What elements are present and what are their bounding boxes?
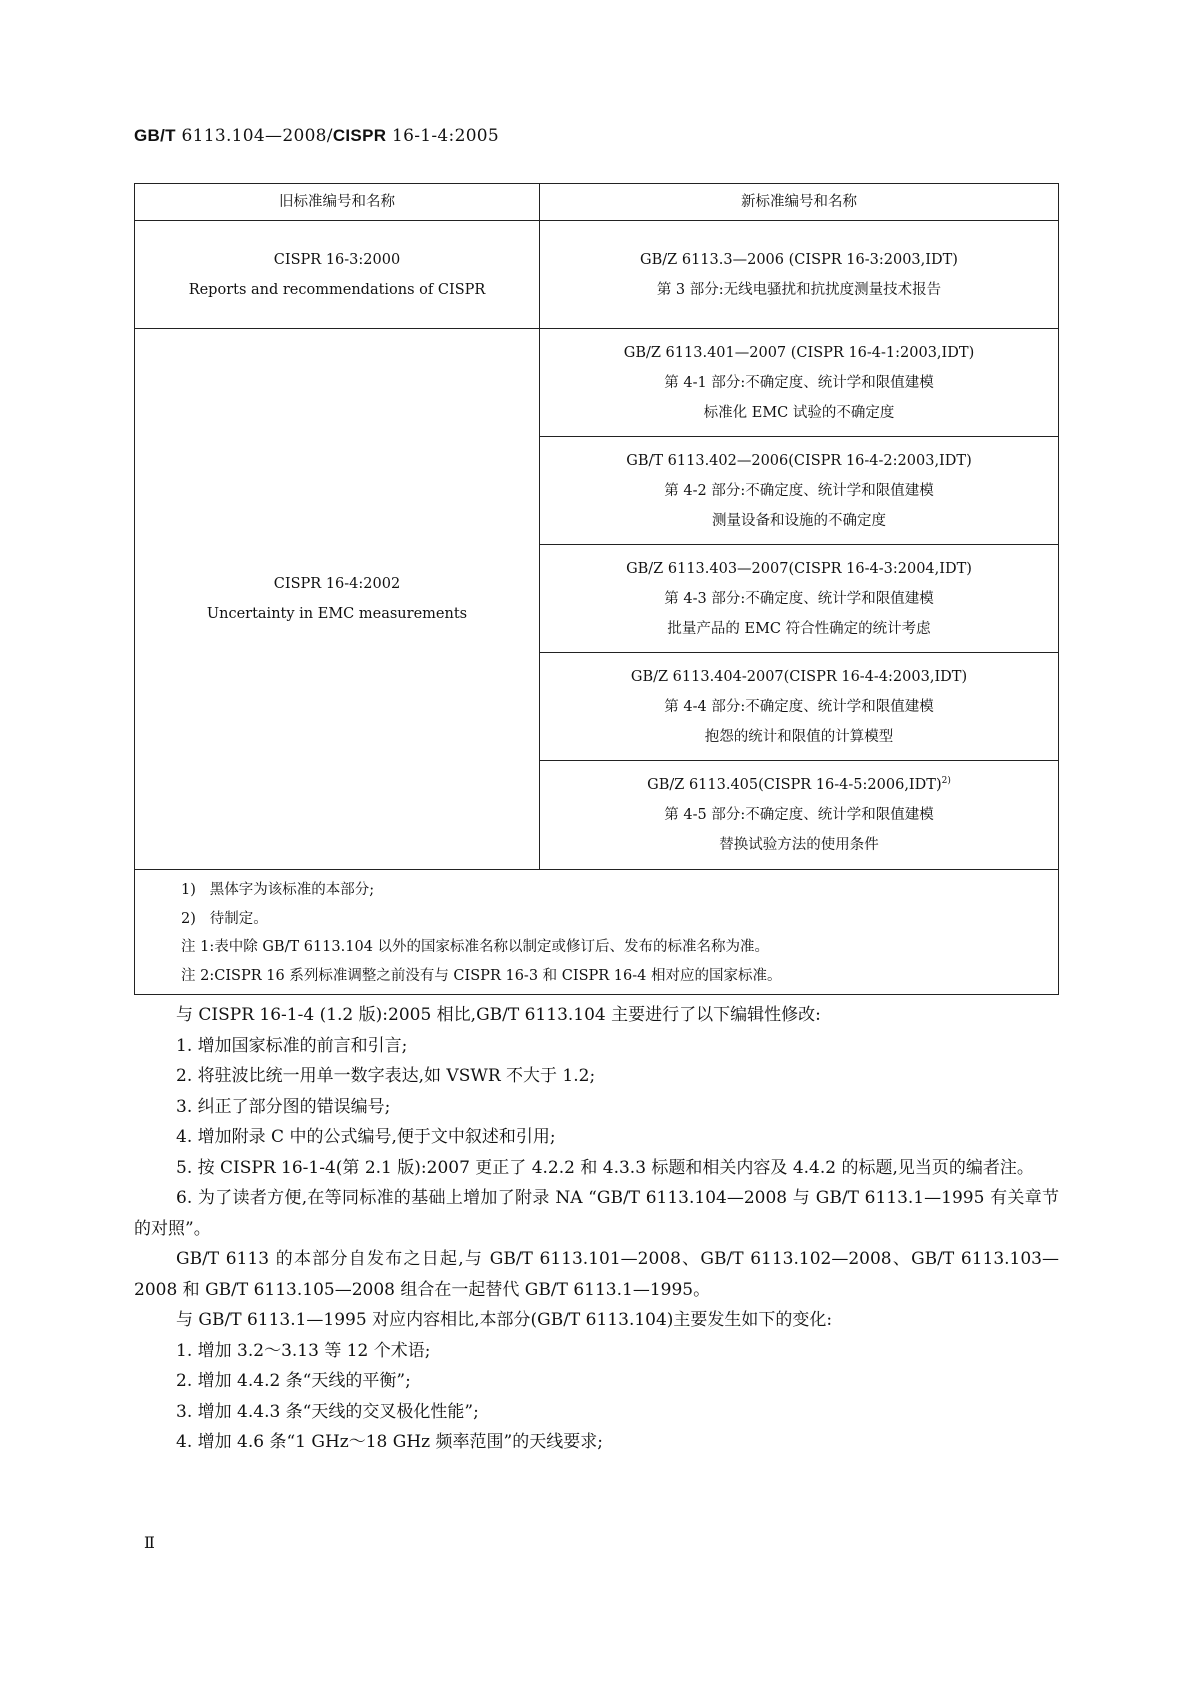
paragraph: 2. 将驻波比统一用单一数字表达,如 VSWR 不大于 1.2; (176, 1066, 596, 1086)
header-code-bold-1: GB/T (134, 126, 176, 145)
new-standard-code: GB/Z 6113.404-2007(CISPR 16-4-4:2003,IDT) (630, 668, 968, 685)
paragraph: 2. 增加 4.4.2 条“天线的平衡”; (176, 1371, 411, 1391)
header-new-standard: 新标准编号和名称 (540, 184, 1059, 221)
paragraph: 与 CISPR 16-1-4 (1.2 版):2005 相比,GB/T 6113.104 主要进行了以下编辑性修改: (176, 1005, 821, 1025)
paragraph: GB/T 6113 的本部分自发布之日起,与 GB/T 6113.101—2008、GB/T 6113.102—2008、GB/T 6113.103—2008 和 GB/T 6113.105—2008 组合在一起替代 GB/T 6113.1—1995。 (134, 1249, 1059, 1300)
new-standard-code: GB/T 6113.402—2006(CISPR 16-4-2:2003,IDT) (626, 452, 972, 469)
header-code-bold-2: CISPR (332, 126, 387, 145)
table-note: 2) 待制定。 (181, 910, 268, 927)
table-notes (135, 870, 1059, 995)
table-notes-row (135, 870, 1059, 995)
paragraph: 4. 增加附录 C 中的公式编号,便于文中叙述和引用; (176, 1127, 556, 1147)
new-standard-part: 第 4-4 部分:不确定度、统计学和限值建模 (664, 698, 934, 715)
new-standard-part: 第 4-3 部分:不确定度、统计学和限值建模 (664, 590, 934, 607)
old-standard-code: CISPR 16-4:2002 (273, 576, 401, 592)
table-note: 注 1:表中除 GB/T 6113.104 以外的国家标准名称以制定或修订后、发布的标准名称为准。 (181, 939, 770, 955)
new-standard-cell (540, 221, 1059, 329)
old-standard-title: Uncertainty in EMC measurements (206, 606, 468, 622)
old-standard-cell (135, 221, 540, 329)
new-standard-part: 第 4-2 部分:不确定度、统计学和限值建模 (664, 482, 934, 499)
new-standard-cell (540, 761, 1059, 870)
new-standard-title: 抱怨的统计和限值的计算模型 (704, 728, 894, 745)
standards-mapping-table (134, 183, 1059, 995)
new-standard-cell (540, 329, 1059, 437)
new-standard-cell (540, 545, 1059, 653)
footnote-marker: 2) (941, 776, 951, 787)
paragraph: 3. 纠正了部分图的错误编号; (176, 1096, 391, 1117)
header-code-num: 6113.104—2008/ (175, 126, 333, 146)
new-standard-cell (540, 437, 1059, 545)
table-note: 注 2:CISPR 16 系列标准调整之前没有与 CISPR 16-3 和 CISPR 16-4 相对应的国家标准。 (181, 967, 782, 984)
new-standard-code-text: GB/Z 6113.405(CISPR 16-4-5:2006,IDT) (647, 777, 942, 793)
paragraph: 6. 为了读者方便,在等同标准的基础上增加了附录 NA “GB/T 6113.104—2008 与 GB/T 6113.1—1995 有关章节的对照”。 (134, 1188, 1059, 1239)
paragraph: 与 GB/T 6113.1—1995 对应内容相比,本部分(GB/T 6113.104)主要发生如下的变化: (176, 1310, 833, 1330)
body-text (134, 1000, 1059, 1458)
paragraph: 3. 增加 4.4.3 条“天线的交叉极化性能”; (176, 1401, 479, 1422)
new-standard-code: GB/Z 6113.3—2006 (CISPR 16-3:2003,IDT) (640, 251, 958, 268)
paragraph: 1. 增加 3.2～3.13 等 12 个术语; (176, 1340, 431, 1361)
new-standard-code: GB/Z 6113.401—2007 (CISPR 16-4-1:2003,IDT) (623, 344, 975, 361)
paragraph: 1. 增加国家标准的前言和引言; (176, 1035, 408, 1056)
document-header (134, 126, 499, 146)
new-standard-cell (540, 653, 1059, 761)
header-old-standard: 旧标准编号和名称 (135, 184, 540, 221)
old-standard-cell (135, 329, 540, 870)
new-standard-title: 替换试验方法的使用条件 (719, 837, 879, 853)
old-standard-title: Reports and recommendations of CISPR (188, 281, 486, 298)
new-standard-part: 第 4-1 部分:不确定度、统计学和限值建模 (664, 374, 934, 391)
paragraph: 4. 增加 4.6 条“1 GHz～18 GHz 频率范围”的天线要求; (176, 1432, 603, 1452)
table-row (135, 221, 1059, 329)
page-number: Ⅱ (144, 1533, 155, 1552)
new-standard-title: 标准化 EMC 试验的不确定度 (703, 404, 895, 421)
header-code-tail: 16-1-4:2005 (386, 126, 500, 146)
paragraph: 5. 按 CISPR 16-1-4(第 2.1 版):2007 更正了 4.2.2 和 4.3.3 标题和相关内容及 4.4.2 的标题,见当页的编者注。 (176, 1157, 1034, 1178)
new-standard-code: GB/Z 6113.403—2007(CISPR 16-4-3:2004,IDT) (626, 560, 972, 577)
new-standard-title: 批量产品的 EMC 符合性确定的统计考虑 (667, 620, 931, 637)
new-standard-part: 第 4-5 部分:不确定度、统计学和限值建模 (664, 807, 934, 823)
table-header-row (135, 184, 1059, 221)
new-standard-title: 测量设备和设施的不确定度 (712, 512, 886, 529)
table-row (135, 329, 1059, 437)
new-standard-title: 第 3 部分:无线电骚扰和抗扰度测量技术报告 (656, 281, 942, 298)
new-standard-code (546, 770, 1052, 800)
old-standard-code: CISPR 16-3:2000 (273, 251, 401, 268)
table-note: 1) 黑体字为该标准的本部分; (181, 882, 375, 898)
